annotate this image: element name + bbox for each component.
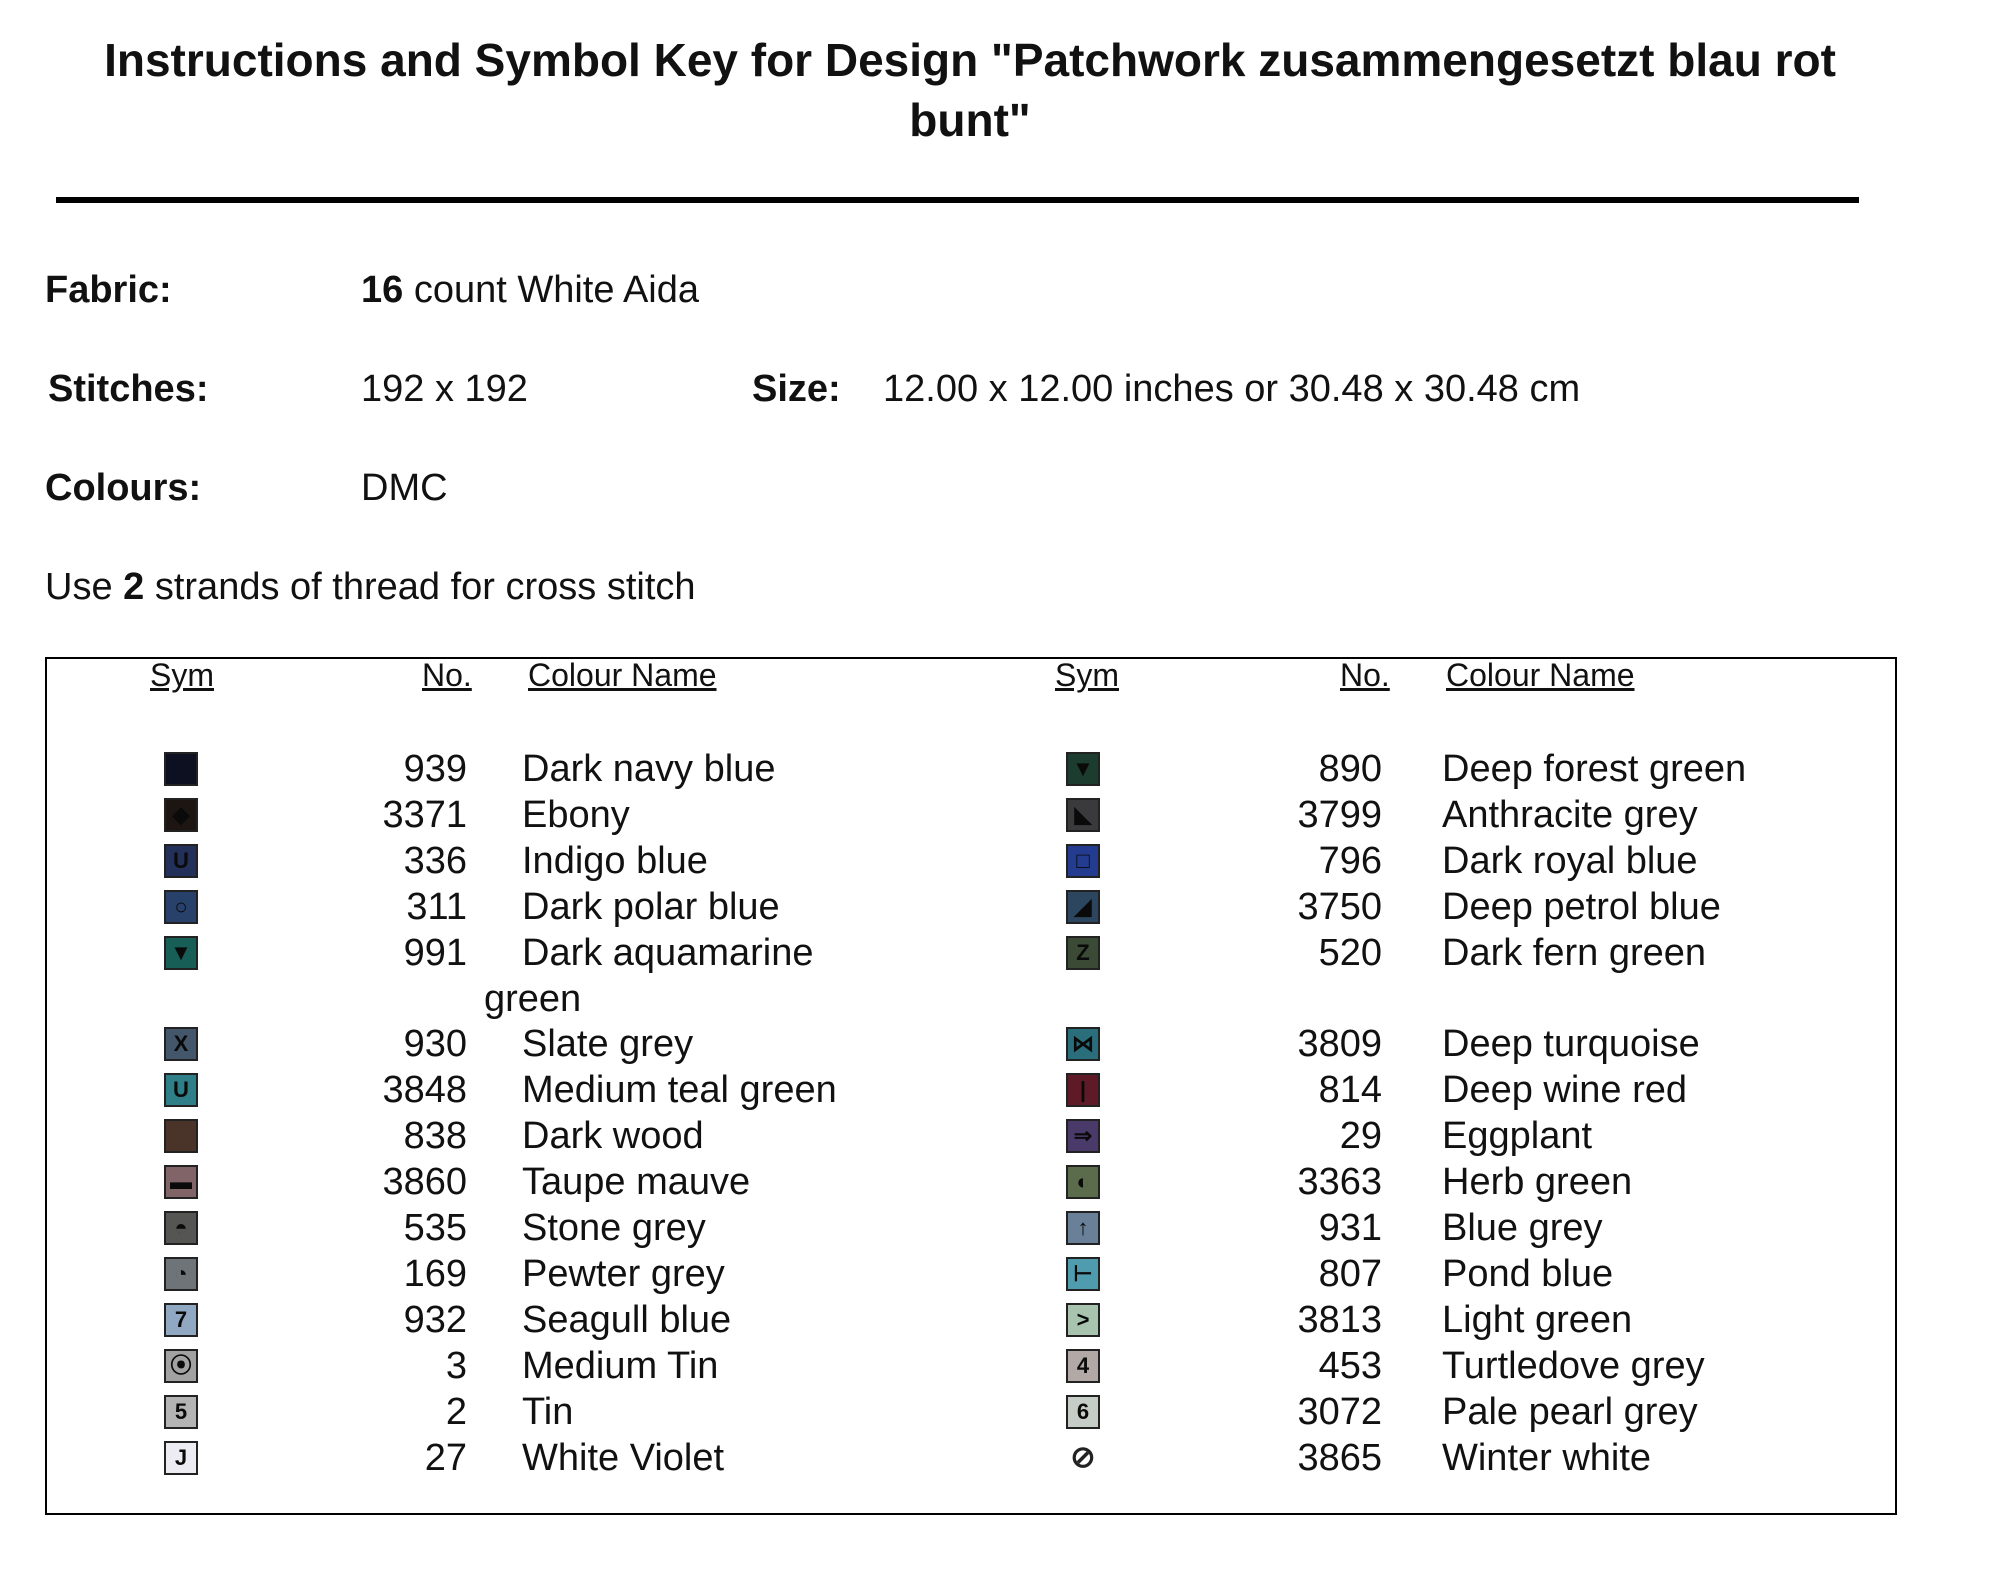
colour-name: Deep forest green xyxy=(1442,748,1747,790)
fabric-rest: count White Aida xyxy=(413,269,700,311)
dmc-number: 336 xyxy=(403,840,467,882)
symbol-swatch-icon: ⊘ xyxy=(1070,1441,1096,1474)
symbol-swatch-icon: ⋈ xyxy=(1066,1027,1100,1061)
dmc-number: 3809 xyxy=(1297,1023,1382,1065)
dmc-number: 535 xyxy=(403,1207,467,1249)
colour-name: Indigo blue xyxy=(522,840,708,882)
dmc-number: 930 xyxy=(403,1023,467,1065)
colour-name: Pond blue xyxy=(1442,1253,1614,1295)
title-divider xyxy=(56,197,1859,203)
symbol-swatch-icon: 6 xyxy=(1066,1395,1100,1429)
symbol-swatch-icon: ▼ xyxy=(164,936,198,970)
strands-pre: Use xyxy=(45,566,113,608)
dmc-number: 991 xyxy=(403,932,467,974)
dmc-number: 807 xyxy=(1318,1253,1382,1295)
colour-name: Dark polar blue xyxy=(522,886,780,928)
colour-name: Stone grey xyxy=(522,1207,706,1249)
dmc-number: 838 xyxy=(403,1115,467,1157)
strands-instruction xyxy=(45,565,696,609)
dmc-number: 939 xyxy=(403,748,467,790)
colour-name: White Violet xyxy=(522,1437,725,1479)
colour-name: Taupe mauve xyxy=(522,1161,751,1203)
dmc-number: 169 xyxy=(403,1253,467,1295)
symbol-swatch-icon: ⦿ xyxy=(164,1349,198,1383)
right-no-header: No. xyxy=(1340,657,1390,693)
symbol-swatch-icon xyxy=(164,1119,198,1153)
dmc-number: 3072 xyxy=(1297,1391,1382,1433)
symbol-swatch-icon xyxy=(164,752,198,786)
colour-name: Slate grey xyxy=(522,1023,694,1065)
colour-name: Winter white xyxy=(1442,1437,1652,1479)
colour-name: Tin xyxy=(522,1391,574,1433)
symbol-swatch-icon: ◣ xyxy=(1066,798,1100,832)
colour-name: Deep petrol blue xyxy=(1442,886,1721,928)
dmc-number: 796 xyxy=(1318,840,1382,882)
right-sym-header: Sym xyxy=(1055,657,1119,693)
symbol-swatch-icon: ⇒ xyxy=(1066,1119,1100,1153)
colours-label: Colours: xyxy=(45,467,202,509)
colour-name: Ebony xyxy=(522,794,630,836)
colour-name: Deep wine red xyxy=(1442,1069,1688,1111)
colour-name: Blue grey xyxy=(1442,1207,1603,1249)
symbol-swatch-icon: U xyxy=(164,844,198,878)
dmc-number: 29 xyxy=(1339,1115,1382,1157)
fabric-label: Fabric: xyxy=(45,269,172,311)
symbol-swatch-icon: □ xyxy=(1066,844,1100,878)
left-no-header: No. xyxy=(422,657,472,693)
right-name-header: Colour Name xyxy=(1446,657,1635,693)
strands-count: 2 xyxy=(123,566,145,608)
symbol-swatch-icon: X xyxy=(164,1027,198,1061)
dmc-number: 2 xyxy=(445,1391,467,1433)
dmc-number: 890 xyxy=(1318,748,1382,790)
colour-name: Anthracite grey xyxy=(1442,794,1698,836)
colour-name: Herb green xyxy=(1442,1161,1633,1203)
symbol-swatch-icon: ▬ xyxy=(164,1165,198,1199)
colour-name: Dark wood xyxy=(522,1115,704,1157)
colour-name: Medium Tin xyxy=(522,1345,719,1387)
symbol-swatch-icon: 7 xyxy=(164,1303,198,1337)
page-title: Instructions and Symbol Key for Design "Patchwork zusammengesetzt blau rot bunt" xyxy=(104,34,1836,146)
dmc-number: 3813 xyxy=(1297,1299,1382,1341)
dmc-number: 453 xyxy=(1318,1345,1382,1387)
symbol-swatch-icon: ◓ xyxy=(164,1211,198,1245)
colour-name: Dark navy blue xyxy=(522,748,776,790)
colour-name: Eggplant xyxy=(1442,1115,1593,1157)
symbol-swatch-icon: ⊢ xyxy=(1066,1257,1100,1291)
symbol-swatch-icon: ◢ xyxy=(1066,890,1100,924)
fabric-count: 16 xyxy=(361,269,404,311)
symbol-swatch-icon: ▼ xyxy=(1066,752,1100,786)
symbol-swatch-icon: > xyxy=(1066,1303,1100,1337)
colour-name: Dark royal blue xyxy=(1442,840,1698,882)
dmc-number: 3865 xyxy=(1297,1437,1382,1479)
colour-name: Dark fern green xyxy=(1442,932,1707,974)
left-name-header: Colour Name xyxy=(528,657,717,693)
colour-name: Medium teal green xyxy=(522,1069,837,1111)
symbol-swatch-icon: ◐ xyxy=(1066,1165,1100,1199)
colour-name: Deep turquoise xyxy=(1442,1023,1700,1065)
stitches-label: Stitches: xyxy=(48,368,209,410)
dmc-number: 931 xyxy=(1318,1207,1382,1249)
symbol-swatch-icon: ◔ xyxy=(164,1257,198,1291)
dmc-number: 3750 xyxy=(1297,886,1382,928)
colour-name: Seagull blue xyxy=(522,1299,732,1341)
dmc-number: 311 xyxy=(406,886,467,928)
dmc-number: 3860 xyxy=(382,1161,467,1203)
symbol-swatch-icon: | xyxy=(1066,1073,1100,1107)
colour-name: Light green xyxy=(1442,1299,1633,1341)
symbol-swatch-icon: 4 xyxy=(1066,1349,1100,1383)
colour-name-wrap: green xyxy=(484,978,582,1020)
symbol-swatch-icon: 5 xyxy=(164,1395,198,1429)
dmc-number: 814 xyxy=(1318,1069,1382,1111)
colour-name: Pewter grey xyxy=(522,1253,725,1295)
symbol-swatch-icon: Z xyxy=(1066,936,1100,970)
dmc-number: 3363 xyxy=(1297,1161,1382,1203)
stitches-value: 192 x 192 xyxy=(361,368,528,410)
size-value: 12.00 x 12.00 inches or 30.48 x 30.48 cm xyxy=(883,368,1581,410)
symbol-swatch-icon: ◆ xyxy=(164,798,198,832)
dmc-number: 3 xyxy=(445,1345,467,1387)
fabric-value xyxy=(361,268,699,312)
colour-name: Dark aquamarine xyxy=(522,932,814,974)
symbol-swatch-icon: ↑ xyxy=(1066,1211,1100,1245)
symbol-swatch-icon: J xyxy=(164,1441,198,1475)
symbol-swatch-icon: ○ xyxy=(164,890,198,924)
colours-value: DMC xyxy=(361,467,448,509)
strands-post: strands of thread for cross stitch xyxy=(154,566,696,608)
left-sym-header: Sym xyxy=(150,657,214,693)
dmc-number: 932 xyxy=(403,1299,467,1341)
dmc-number: 3799 xyxy=(1297,794,1382,836)
dmc-number: 520 xyxy=(1318,932,1382,974)
colour-name: Pale pearl grey xyxy=(1442,1391,1698,1433)
colour-name: Turtledove grey xyxy=(1442,1345,1705,1387)
dmc-number: 27 xyxy=(424,1437,467,1479)
dmc-number: 3848 xyxy=(382,1069,467,1111)
size-label: Size: xyxy=(752,368,841,410)
symbol-swatch-icon: U xyxy=(164,1073,198,1107)
dmc-number: 3371 xyxy=(382,794,467,836)
